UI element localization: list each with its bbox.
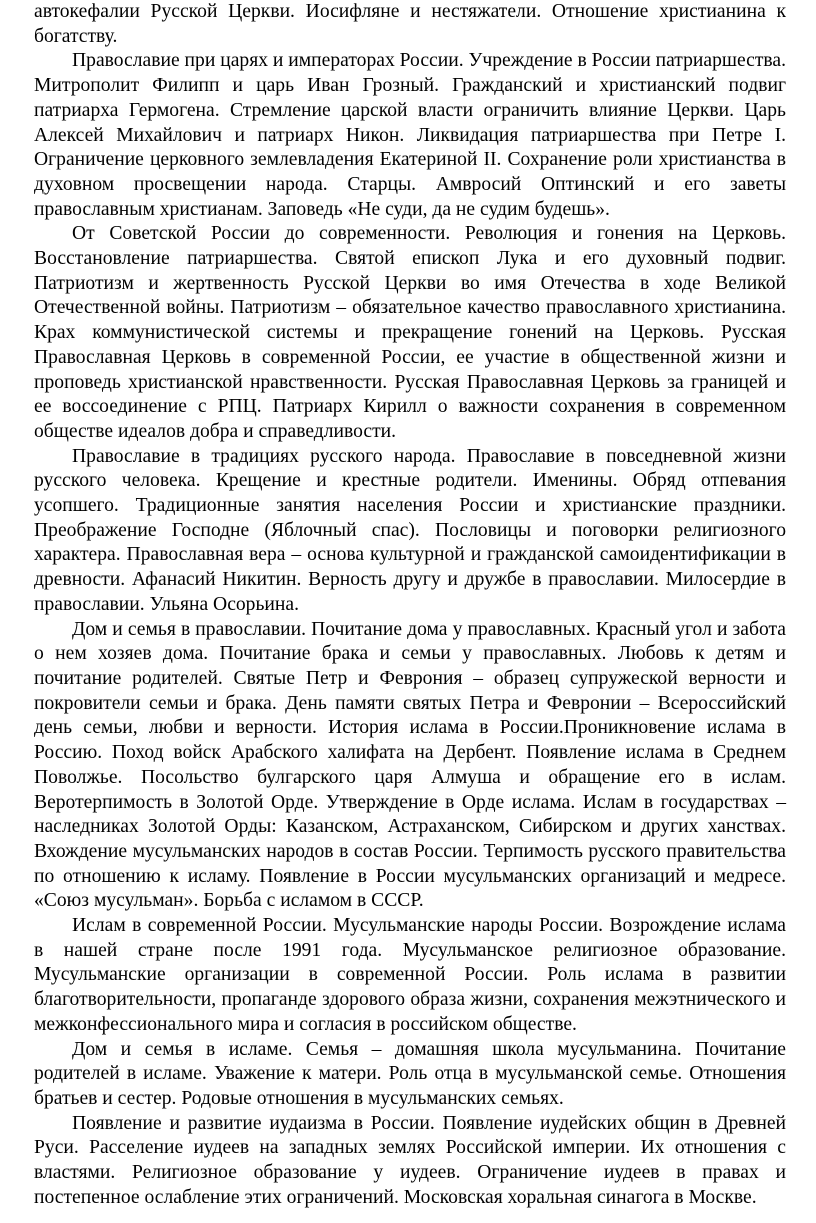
paragraph-autocephaly-continuation: автокефалии Русской Церкви. Иосифляне и нестяжатели. Отношение христианина к богатству. (34, 1, 786, 47)
paragraph-islam-modern-russia: Ислам в современной России. Мусульманские народы России. Возрождение ислама в нашей стране после 1991 года. Мусульманское религиозное образование. Мусульманские организации в современной России. Роль ислама в развитии благотворительности, пропаганде здорового образа жизни, сохранения межэтнического и межконфессионального мира и согласия в российском обществе. (34, 915, 786, 1035)
paragraph-family-in-islam: Дом и семья в исламе. Семья – домашняя школа мусульманина. Почитание родителей в исламе. Уважение к матери. Роль отца в мусульманской семье. Отношения братьев и сестер. Родовые отношения в мусульманских семьях. (34, 1038, 786, 1109)
paragraph-orthodoxy-under-tsars: Православие при царях и императорах России. Учреждение в России патриаршества. Митрополит Филипп и царь Иван Грозный. Гражданский и христианский подвиг патриарха Гермогена. Стремление царской власти ограничить влияние Церкви. Царь Алексей Михайлович и патриарх Никон. Ликвидация патриаршества при Петре I. Ограничение церковного землевладения Екатериной II. Сохранение роли христианства в духовном просвещении народа. Старцы. Амвросий Оптинский и его заветы православным христианам. Заповедь «Не суди, да не судим будешь». (34, 50, 786, 220)
paragraph-judaism-in-russia: Появление и развитие иудаизма в России. Появление иудейских общин в Древней Руси. Расселение иудеев на западных землях Российской империи. Их отношения с властями. Религиозное образование у иудеев. Ограничение иудеев в правах и постепенное ослабление этих ограничений. Московская хоральная синагога в Москве. (34, 1112, 786, 1208)
paragraph-orthodox-family-and-islam-history: Дом и семья в православии. Почитание дома у православных. Красный угол и забота о нем хозяев дома. Почитание брака и семьи у православных. Любовь к детям и почитание родителей. Святые Петр и Феврония – образец супружеской верности и покровители семьи и брака. День памяти святых Петра и Февронии – Всероссийский день семьи, любви и верности. История ислама в России.Проникновение ислама в Россию. Поход войск Арабского халифата на Дербент. Появление ислама в Среднем Поволжье. Посольство булгарского царя Алмуша и обращение его в ислам. Веротерпимость в Золотой Орде. Утверждение в Орде ислама. Ислам в государствах – наследниках Золотой Орды: Казанском, Астраханском, Сибирском и других ханствах. Вхождение мусульманских народов в состав России. Терпимость русского правительства по отношению к исламу. Появление в России мусульманских организаций и медресе. «Союз мусульман». Борьба с исламом в СССР. (34, 618, 786, 912)
paragraph-orthodox-traditions: Православие в традициях русского народа. Православие в повседневной жизни русского человека. Крещение и крестные родители. Именины. Обряд отпевания усопшего. Традиционные занятия населения России и христианские праздники. Преображение Господне (Яблочный спас). Пословицы и поговорки религиозного характера. Православная вера – основа культурной и гражданской самоидентификации в древности. Афанасий Никитин. Верность другу и дружбе в православии. Милосердие в православии. Ульяна Осорьина. (34, 445, 786, 615)
paragraph-soviet-to-modern: От Советской России до современности. Революция и гонения на Церковь. Восстановление патриаршества. Святой епископ Лука и его духовный подвиг. Патриотизм и жертвенность Русской Церкви во имя Отечества в ходе Великой Отечественной войны. Патриотизм – обязательное качество православного христианина. Крах коммунистической системы и прекращение гонений на Церковь. Русская Православная Церковь в современной России, ее участие в общественной жизни и проповедь христианской нравственности. Русская Православная Церковь за границей и ее воссоединение с РПЦ. Патриарх Кирилл о важности сохранения в современном обществе идеалов добра и справедливости. (34, 223, 786, 442)
document-page (34, 0, 786, 1210)
